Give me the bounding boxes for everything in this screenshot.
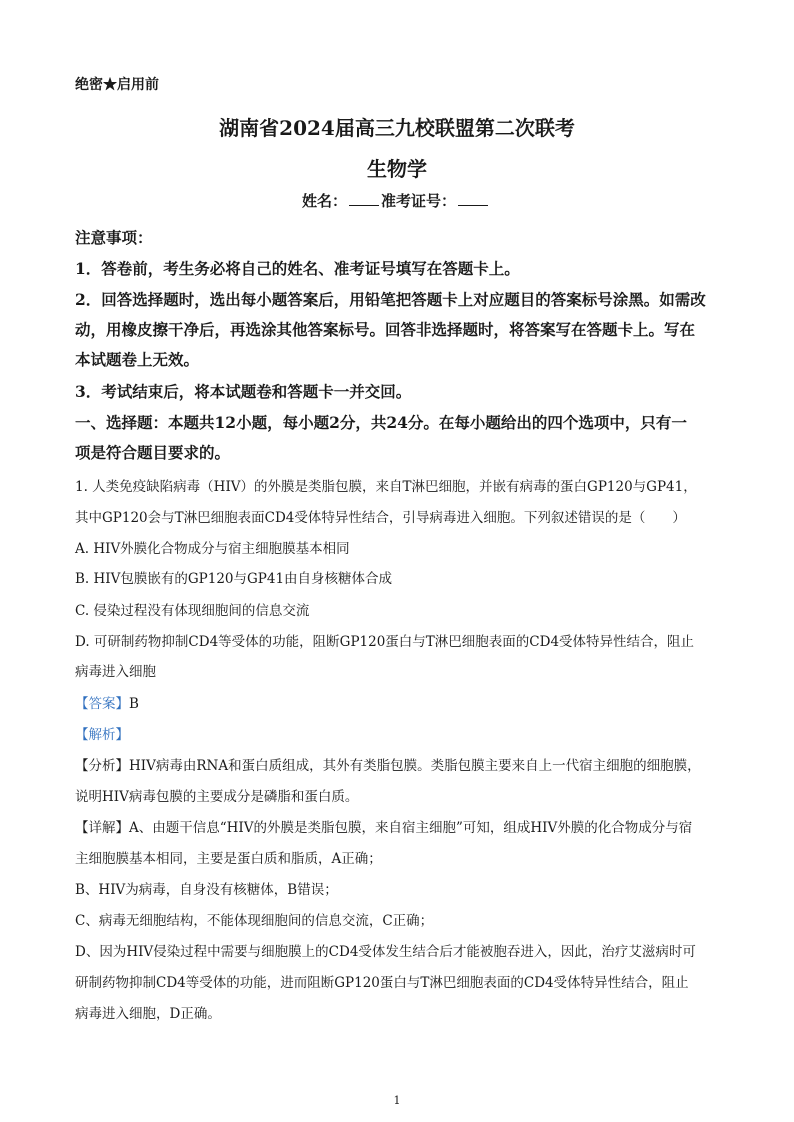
analysis-line: 病毒进入细胞，D正确。 [75, 1006, 221, 1022]
subject-title: 生物学 [367, 157, 427, 181]
option-c: C. 侵染过程没有体现细胞间的信息交流 [75, 603, 310, 619]
notice-line: 本试题卷上无效。 [75, 350, 200, 369]
analysis-tag: 【解析】 [75, 727, 129, 743]
answer-value: B [129, 696, 139, 712]
question-stem-line: 1. 人类免疫缺陷病毒（HIV）的外膜是类脂包膜，来自T淋巴细胞，并嵌有病毒的蛋白GP120与GP41， [75, 479, 697, 495]
analysis-line: D、因为HIV侵染过程中需要与细胞膜上的CD4受体发生结合后才能被胞吞进入，因此，治疗艾滋病时可 [75, 944, 696, 960]
page-number: 1 [393, 1094, 401, 1107]
option-d-continued: 病毒进入细胞 [75, 664, 156, 680]
analysis-line: B、HIV为病毒，自身没有核糖体，B错误； [75, 882, 338, 898]
analysis-line: C、病毒无细胞结构，不能体现细胞间的信息交流，C正确； [75, 913, 434, 929]
question-stem-line: 其中GP120会与T淋巴细胞表面CD4受体特异性结合，引导病毒进入细胞。下列叙述错误的是（ ） [75, 510, 686, 526]
notice-line: 动，用橡皮擦干净后，再选涂其他答案标号。回答非选择题时，将答案写在答题卡上。写在 [75, 320, 696, 339]
name-label: 姓名： [302, 192, 348, 210]
answer-line [75, 692, 139, 712]
answer-tag: 【答案】 [75, 696, 129, 712]
notice-line: 3．考试结束后，将本试题卷和答题卡一并交回。 [75, 382, 412, 401]
notice-heading: 注意事项： [75, 228, 153, 247]
analysis-line: 说明HIV病毒包膜的主要成分是磷脂和蛋白质。 [75, 789, 359, 805]
candidate-info-line [302, 190, 490, 211]
notice-line: 2．回答选择题时，选出每小题答案后，用铅笔把答题卡上对应题目的答案标号涂黑。如需改 [75, 290, 706, 309]
name-blank [349, 191, 379, 206]
option-d: D. 可研制药物抑制CD4等受体的功能，阻断GP120蛋白与T淋巴细胞表面的CD4受体特异性结合，阻止 [75, 634, 695, 650]
secret-label: 绝密★启用前 [75, 77, 159, 93]
section-heading-line: 一、选择题：本题共12小题，每小题2分，共24分。在每小题给出的四个选项中，只有一 [75, 413, 687, 432]
notice-line: 1．答卷前，考生务必将自己的姓名、准考证号填写在答题卡上。 [75, 259, 520, 278]
exam-title: 湖南省2024届高三九校联盟第二次联考 [219, 116, 575, 140]
id-label: 准考证号： [381, 192, 457, 210]
option-b: B. HIV包膜嵌有的GP120与GP41由自身核糖体合成 [75, 571, 393, 587]
option-a: A. HIV外膜化合物成分与宿主细胞膜基本相同 [75, 541, 350, 557]
analysis-line: 研制药物抑制CD4等受体的功能，进而阻断GP120蛋白与T淋巴细胞表面的CD4受体特异性结合，阻止 [75, 975, 689, 991]
analysis-line: 【详解】A、由题干信息“HIV的外膜是类脂包膜，来自宿主细胞”可知，组成HIV外膜的化合物成分与宿 [75, 820, 693, 836]
id-blank [458, 191, 488, 206]
section-heading-line: 项是符合题目要求的。 [75, 443, 231, 462]
analysis-line: 【分析】HIV病毒由RNA和蛋白质组成，其外有类脂包膜。类脂包膜主要来自上一代宿主细胞的细胞膜， [75, 758, 701, 774]
analysis-line: 主细胞膜基本相同，主要是蛋白质和脂质，A正确； [75, 851, 382, 867]
